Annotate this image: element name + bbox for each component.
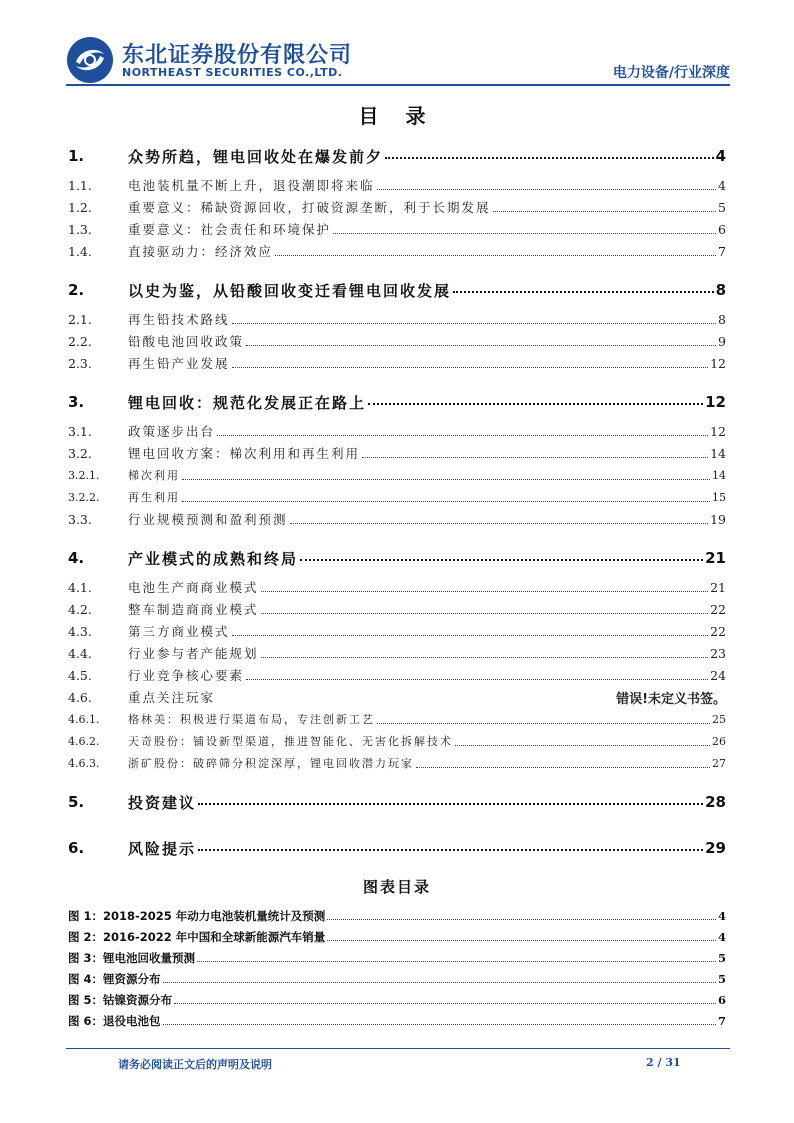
toc-entry-number: 4.2. bbox=[68, 601, 92, 617]
page-header bbox=[66, 36, 730, 84]
toc-entry-number: 3.2. bbox=[68, 445, 92, 461]
figure-title: 图 3：锂电池回收量预测 bbox=[68, 950, 196, 965]
toc-dot-leader bbox=[217, 435, 708, 436]
toc-entry-number: 4.6.3. bbox=[68, 756, 100, 770]
toc-entry-row[interactable] bbox=[68, 196, 726, 218]
toc-entry-page: 26 bbox=[712, 734, 726, 748]
figure-page: 5 bbox=[717, 950, 726, 965]
toc-entry-row[interactable] bbox=[68, 442, 726, 464]
toc-dot-leader bbox=[300, 559, 703, 561]
toc-entry-title: 锂电回收方案：梯次利用和再生利用 bbox=[128, 446, 361, 461]
toc-entry-row[interactable] bbox=[68, 508, 726, 530]
figure-list-title: 图表目录 bbox=[362, 878, 431, 896]
toc-entry-page: 23 bbox=[710, 645, 726, 661]
figure-dot-leader bbox=[174, 1003, 716, 1004]
toc-entry-title: 第三方商业模式 bbox=[128, 624, 230, 639]
toc-entry-page: 5 bbox=[718, 199, 726, 215]
figure-dot-leader bbox=[327, 919, 716, 920]
figure-page: 4 bbox=[717, 908, 726, 923]
toc-entry-title: 整车制造商商业模式 bbox=[128, 602, 259, 617]
toc-entry-number: 4. bbox=[68, 549, 85, 567]
figure-dot-leader bbox=[197, 961, 716, 962]
figure-dot-leader bbox=[327, 940, 716, 941]
toc-entry-row[interactable] bbox=[68, 308, 726, 330]
figure-list-item[interactable] bbox=[68, 1010, 726, 1031]
toc-entry-number: 3.2.2. bbox=[68, 490, 100, 504]
toc-entry-row[interactable] bbox=[68, 464, 726, 486]
toc-entry-title: 行业参与者产能规划 bbox=[128, 646, 259, 661]
toc-title: 目 录 bbox=[358, 104, 436, 128]
footer-disclaimer[interactable]: 请务必阅读正文后的声明及说明 bbox=[118, 1058, 272, 1071]
toc-gap bbox=[68, 530, 726, 540]
company-logo-icon bbox=[66, 36, 114, 84]
toc-entry-number: 4.4. bbox=[68, 645, 92, 661]
toc-entry-page: 12 bbox=[705, 393, 726, 411]
toc-entry-page: 27 bbox=[712, 756, 726, 770]
toc-gap bbox=[68, 262, 726, 272]
toc-entry-error: 错误!未定义书签。 bbox=[616, 691, 726, 707]
toc-entry-number: 1.2. bbox=[68, 199, 92, 215]
toc-dot-leader bbox=[290, 523, 709, 524]
toc-entry-title: 电池装机量不断上升，退役潮即将来临 bbox=[128, 178, 375, 193]
toc-dot-leader bbox=[416, 767, 710, 768]
toc-entry-page: 28 bbox=[705, 793, 726, 811]
toc-section-row[interactable] bbox=[68, 540, 726, 576]
toc-dot-leader bbox=[246, 345, 716, 346]
toc-entry-row[interactable] bbox=[68, 708, 726, 730]
toc-entry-title: 再生铅产业发展 bbox=[128, 356, 230, 371]
toc-dot-leader bbox=[232, 323, 717, 324]
toc-dot-leader bbox=[362, 457, 708, 458]
toc-entry-number: 2.1. bbox=[68, 311, 92, 327]
toc-entry-page: 14 bbox=[712, 468, 726, 482]
toc-entry-row[interactable] bbox=[68, 642, 726, 664]
toc-entry-row[interactable] bbox=[68, 620, 726, 642]
company-name-en: NORTHEAST SECURITIES CO.,LTD. bbox=[122, 66, 343, 79]
figure-page: 7 bbox=[717, 1013, 726, 1028]
toc-entry-page: 9 bbox=[718, 333, 726, 349]
page-indicator: 2 / 31 bbox=[646, 1056, 681, 1069]
toc-entry-row[interactable] bbox=[68, 730, 726, 752]
toc-dot-leader bbox=[232, 635, 709, 636]
toc-entry-title: 再生利用 bbox=[128, 491, 180, 504]
toc-dot-leader bbox=[198, 849, 703, 851]
footer-divider bbox=[66, 1048, 730, 1049]
toc-entry-title: 风险提示 bbox=[128, 839, 197, 858]
toc-entry-number: 1. bbox=[68, 147, 85, 165]
toc-entry-number: 3.2.1. bbox=[68, 468, 100, 482]
toc-entry-page: 24 bbox=[710, 667, 726, 683]
toc-entry-number: 3.3. bbox=[68, 511, 92, 527]
toc-entry-page: 8 bbox=[718, 311, 726, 327]
toc-entry-row[interactable] bbox=[68, 752, 726, 774]
toc-dot-leader bbox=[455, 745, 710, 746]
toc-entry-row[interactable] bbox=[68, 598, 726, 620]
toc-entry-number: 4.6.1. bbox=[68, 712, 100, 726]
figure-page: 5 bbox=[717, 971, 726, 986]
toc-entry-row[interactable] bbox=[68, 218, 726, 240]
toc-entry-number: 3. bbox=[68, 393, 85, 411]
toc-section-row[interactable] bbox=[68, 830, 726, 866]
toc-entry-row[interactable] bbox=[68, 486, 726, 508]
toc-dot-leader bbox=[385, 157, 714, 159]
toc-entry-title: 再生铅技术路线 bbox=[128, 312, 230, 327]
toc-dot-leader bbox=[377, 723, 710, 724]
toc-entry-page: 6 bbox=[718, 221, 726, 237]
figure-dot-leader bbox=[163, 982, 716, 983]
toc-entry-number: 2.2. bbox=[68, 333, 92, 349]
toc-entry-title: 产业模式的成熟和终局 bbox=[128, 549, 299, 568]
toc-entry-number: 4.6. bbox=[68, 689, 92, 705]
figure-title: 图 4：锂资源分布 bbox=[68, 971, 161, 986]
toc-entry-title: 行业规模预测和盈利预测 bbox=[128, 512, 288, 527]
toc-entry-title: 重要意义：稀缺资源回收，打破资源垄断，利于长期发展 bbox=[128, 200, 491, 215]
toc-entry-page: 4 bbox=[715, 147, 726, 165]
toc-entry-number: 1.4. bbox=[68, 243, 92, 259]
toc-entry-number: 2.3. bbox=[68, 355, 92, 371]
toc-entry-page: 15 bbox=[712, 490, 726, 504]
toc-entry-number: 2. bbox=[68, 281, 85, 299]
toc-entry-row[interactable] bbox=[68, 664, 726, 686]
toc-entry-title: 投资建议 bbox=[128, 793, 197, 812]
figure-list-item[interactable] bbox=[68, 926, 726, 947]
figure-list-item[interactable] bbox=[68, 989, 726, 1010]
toc-dot-leader bbox=[198, 803, 703, 805]
toc-entry-title: 政策逐步出台 bbox=[128, 424, 216, 439]
toc-entry-row[interactable] bbox=[68, 686, 726, 708]
toc-dot-leader bbox=[182, 501, 710, 502]
toc-entry-page: 21 bbox=[705, 549, 726, 567]
figure-list-item[interactable] bbox=[68, 947, 726, 968]
toc-dot-leader bbox=[493, 211, 717, 212]
figure-page: 6 bbox=[717, 992, 726, 1007]
toc-dot-leader bbox=[453, 291, 714, 293]
toc-dot-leader bbox=[368, 403, 703, 405]
toc-entry-number: 4.1. bbox=[68, 579, 92, 595]
figure-title: 图 5：钴镍资源分布 bbox=[68, 992, 173, 1007]
toc-entry-page: 4 bbox=[718, 177, 726, 193]
toc-dot-leader bbox=[246, 679, 708, 680]
figure-dot-leader bbox=[163, 1024, 716, 1025]
report-type: 电力设备/行业深度 bbox=[612, 65, 730, 81]
toc-dot-leader bbox=[261, 591, 709, 592]
toc-entry-title: 直接驱动力：经济效应 bbox=[128, 244, 274, 259]
toc-entry-page: 8 bbox=[715, 281, 726, 299]
toc-entry-title: 重要意义：社会责任和环境保护 bbox=[128, 222, 332, 237]
toc-entry-page: 7 bbox=[718, 243, 726, 259]
toc-entry-title: 重点关注玩家 bbox=[128, 690, 216, 705]
toc-entry-number: 4.6.2. bbox=[68, 734, 100, 748]
toc-entry-number: 1.1. bbox=[68, 177, 92, 193]
toc-entry-page: 29 bbox=[705, 839, 726, 857]
toc-entry-row[interactable] bbox=[68, 576, 726, 598]
toc-section-row[interactable] bbox=[68, 784, 726, 820]
toc-dot-leader bbox=[232, 367, 709, 368]
header-divider bbox=[66, 84, 730, 86]
toc-gap bbox=[68, 774, 726, 784]
toc-gap bbox=[68, 374, 726, 384]
figure-list bbox=[68, 905, 726, 1031]
toc-entry-title: 铅酸电池回收政策 bbox=[128, 334, 245, 349]
toc-section-row[interactable] bbox=[68, 138, 726, 174]
figure-title: 图 6：退役电池包 bbox=[68, 1013, 161, 1028]
toc-entry-title: 锂电回收：规范化发展正在路上 bbox=[128, 393, 367, 412]
toc-entry-page: 19 bbox=[710, 511, 726, 527]
toc-entry-page: 21 bbox=[710, 579, 726, 595]
toc-dot-leader bbox=[261, 613, 709, 614]
toc-entry-title: 天奇股份：铺设新型渠道，推进智能化、无害化拆解技术 bbox=[128, 735, 453, 748]
toc-entry-number: 4.5. bbox=[68, 667, 92, 683]
toc-entry-title: 梯次利用 bbox=[128, 469, 180, 482]
toc-entry-title: 电池生产商商业模式 bbox=[128, 580, 259, 595]
toc-entry-title: 浙矿股份：破碎筛分积淀深厚，锂电回收潜力玩家 bbox=[128, 757, 414, 770]
toc-dot-leader bbox=[333, 233, 716, 234]
toc-entry-row[interactable] bbox=[68, 420, 726, 442]
toc-dot-leader bbox=[182, 479, 710, 480]
figure-title: 图 2：2016-2022 年中国和全球新能源汽车销量 bbox=[68, 929, 326, 944]
company-name-cn: 东北证券股份有限公司 bbox=[122, 43, 353, 68]
toc-entry-number: 4.3. bbox=[68, 623, 92, 639]
toc-entry-number: 6. bbox=[68, 839, 85, 857]
toc-dot-leader bbox=[275, 255, 716, 256]
figure-list-item[interactable] bbox=[68, 968, 726, 989]
figure-list-item[interactable] bbox=[68, 905, 726, 926]
toc-entry-row[interactable] bbox=[68, 330, 726, 352]
figure-title: 图 1：2018-2025 年动力电池装机量统计及预测 bbox=[68, 908, 326, 923]
toc-entry-title: 以史为鉴，从铅酸回收变迁看锂电回收发展 bbox=[128, 281, 452, 300]
toc-entry-number: 5. bbox=[68, 793, 85, 811]
toc-entry-page: 12 bbox=[710, 423, 726, 439]
figure-page: 4 bbox=[717, 929, 726, 944]
toc-section-row[interactable] bbox=[68, 272, 726, 308]
toc-entry-row[interactable] bbox=[68, 352, 726, 374]
toc-dot-leader bbox=[377, 189, 717, 190]
toc-dot-leader bbox=[261, 657, 709, 658]
toc-entry-row[interactable] bbox=[68, 174, 726, 196]
toc-entry-title: 格林美：积极进行渠道布局，专注创新工艺 bbox=[128, 713, 375, 726]
toc-section-row[interactable] bbox=[68, 384, 726, 420]
toc-entry-page: 22 bbox=[710, 623, 726, 639]
toc-entry-title: 众势所趋，锂电回收处在爆发前夕 bbox=[128, 147, 384, 166]
toc-gap bbox=[68, 820, 726, 830]
toc-entry-page: 12 bbox=[710, 355, 726, 371]
toc-entry-page: 25 bbox=[712, 712, 726, 726]
toc-entry-page: 22 bbox=[710, 601, 726, 617]
table-of-contents bbox=[68, 138, 726, 866]
toc-entry-page: 14 bbox=[710, 445, 726, 461]
toc-entry-number: 1.3. bbox=[68, 221, 92, 237]
toc-entry-number: 3.1. bbox=[68, 423, 92, 439]
toc-entry-title: 行业竞争核心要素 bbox=[128, 668, 245, 683]
toc-entry-row[interactable] bbox=[68, 240, 726, 262]
